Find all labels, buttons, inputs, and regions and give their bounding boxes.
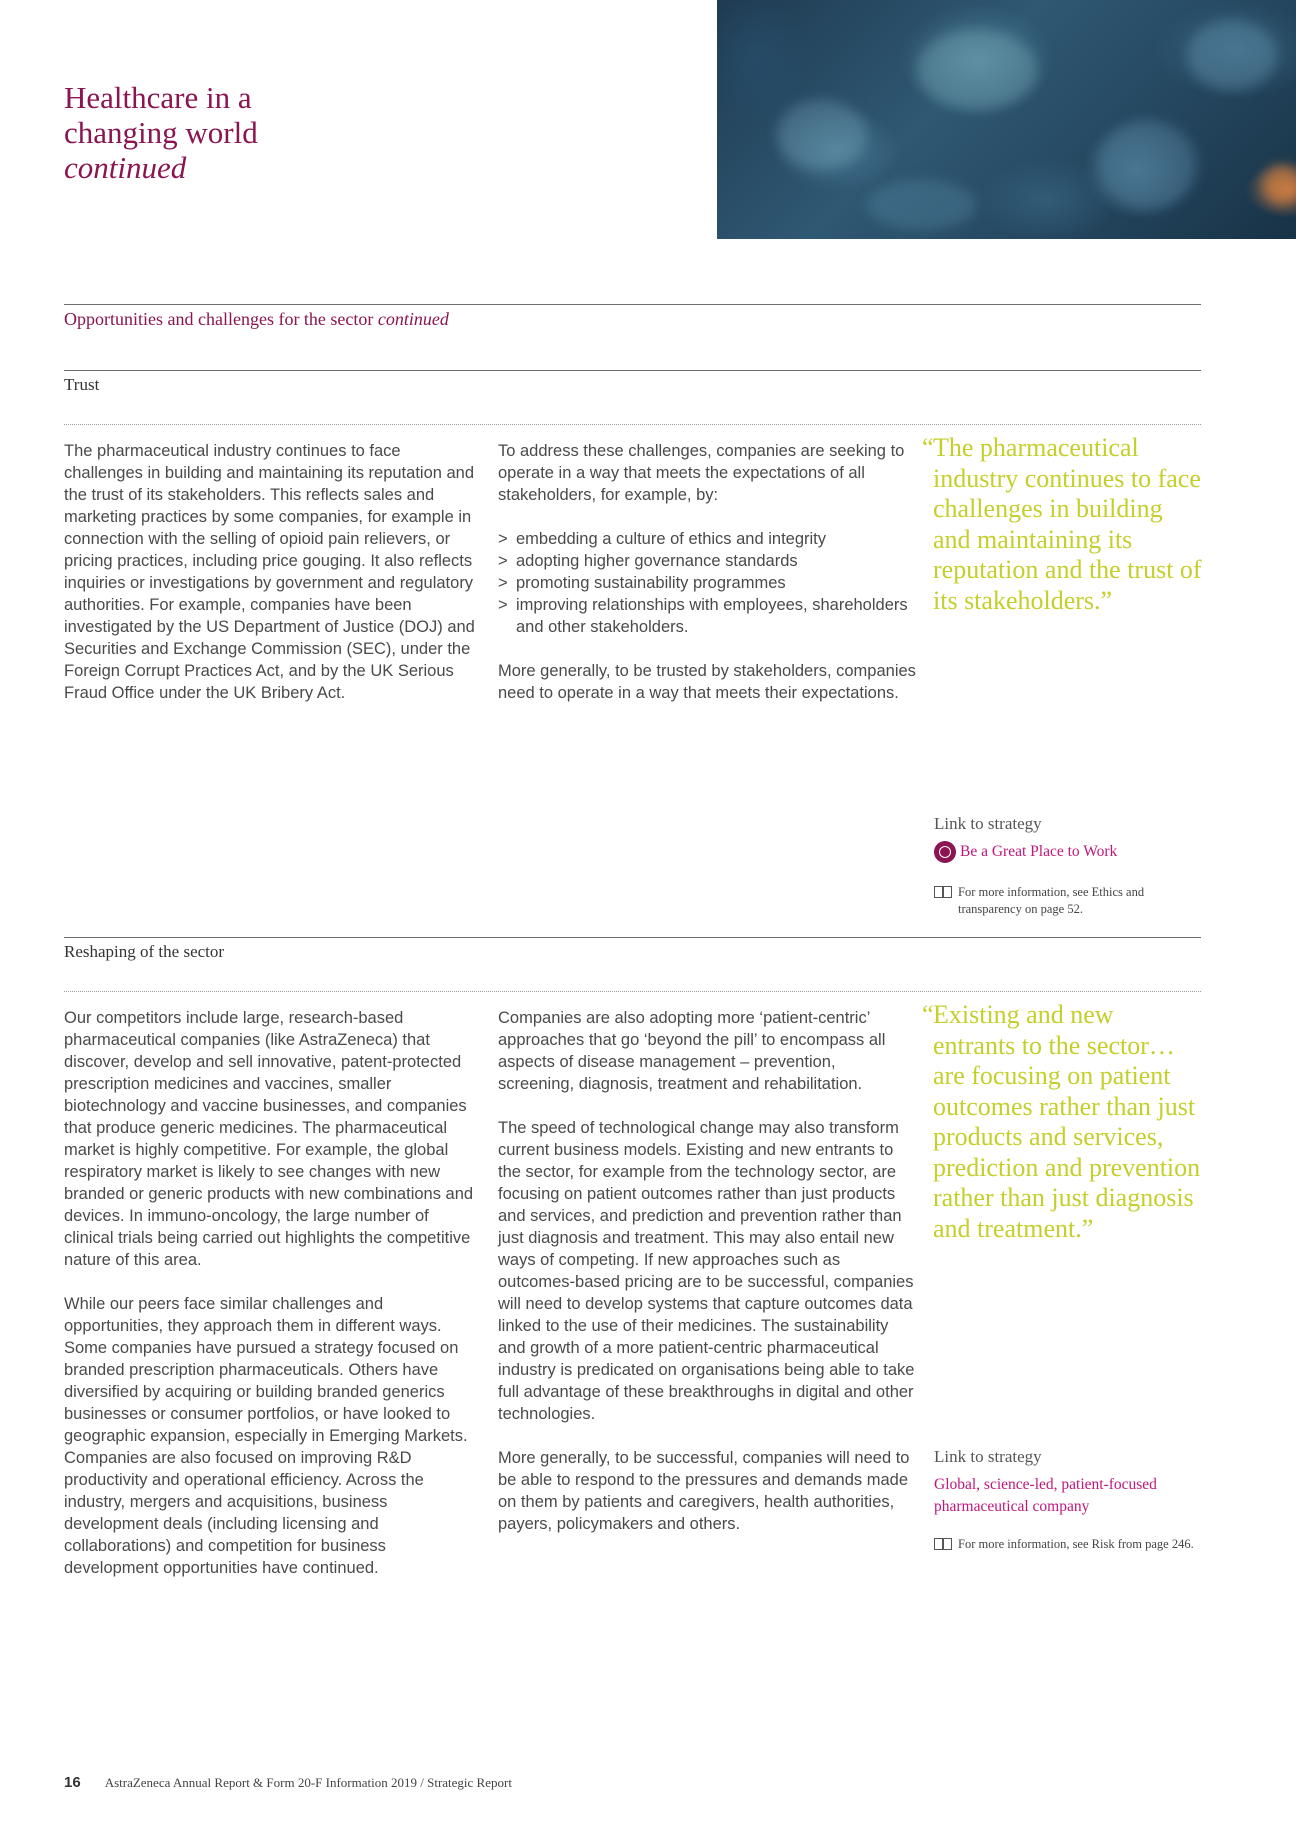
reshaping-strategy-link[interactable]: Global, science-led, patient-focused pharmaceutical company bbox=[934, 1476, 1157, 1515]
page-title-line2: changing world bbox=[64, 115, 258, 150]
bullet-marker: > bbox=[498, 574, 508, 592]
page-number: 16 bbox=[64, 1774, 81, 1791]
page-footer bbox=[64, 1774, 512, 1791]
trust-strategy-link-text: Be a Great Place to Work bbox=[960, 843, 1118, 860]
bullet-marker: > bbox=[498, 552, 508, 570]
trust-intro: To address these challenges, companies are seeking to operate in a way that meets the expectations of all stakeholders, for example, by: bbox=[498, 442, 905, 504]
trust-quote-text: The pharmaceutical industry continues to face challenges in building and maintaining its reputation and the trust of its stakeholders.” bbox=[933, 433, 1202, 615]
trust-dotted-rule bbox=[64, 424, 1201, 425]
reshaping-paragraph-2: While our peers face similar challenges and opportunities, they approach them in different ways. Some companies have pursued a strategy focused on branded prescription pharmaceuticals. Others have diversified by acquiring or building branded generics businesses or consumer portfolios, or have looked to geographic expansion, especially in Emerging Markets. Companies are also focused on improving R&D productivity and operational efficiency. Across the industry, mergers and acquisitions, business development deals (including licensing and collaborations) and competition for business development opportunities have continued. bbox=[64, 1295, 468, 1577]
reshaping-more-info bbox=[934, 1536, 1194, 1553]
trust-column-2 bbox=[498, 440, 916, 704]
section-title bbox=[64, 309, 449, 330]
list-item: > improving relationships with employees, shareholders and other stakeholders. bbox=[498, 596, 908, 636]
list-item: > adopting higher governance standards bbox=[498, 552, 798, 570]
bullet-marker: > bbox=[498, 530, 508, 548]
trust-pull-quote bbox=[922, 433, 1202, 616]
trust-closing-paragraph: More generally, to be trusted by stakeholders, companies need to operate in a way that meets their expectations. bbox=[498, 662, 916, 702]
reshaping-link-label: Link to strategy bbox=[934, 1447, 1042, 1466]
reshaping-dotted-rule bbox=[64, 991, 1201, 992]
quote-open-mark: “ bbox=[922, 433, 934, 462]
trust-column-1 bbox=[64, 440, 482, 704]
reshaping-paragraph-3: Companies are also adopting more ‘patient-centric’ approaches that go ‘beyond the pill’ to encompass all aspects of disease management – prevention, screening, diagnosis, treatment and rehabilitation. bbox=[498, 1009, 886, 1093]
reshaping-heading: Reshaping of the sector bbox=[64, 942, 225, 961]
trust-more-info-text: For more information, see Ethics and transparency on page 52. bbox=[958, 885, 1145, 916]
reshaping-column-2 bbox=[498, 1007, 916, 1535]
trust-rule bbox=[64, 370, 1201, 371]
page-title bbox=[64, 80, 464, 185]
trust-link-label: Link to strategy bbox=[934, 814, 1042, 833]
great-place-to-work-icon bbox=[934, 841, 956, 863]
book-icon bbox=[934, 1538, 952, 1550]
trust-bullet-list bbox=[498, 528, 916, 638]
reshaping-more-info-text: For more information, see Risk from page 246. bbox=[958, 1537, 1194, 1551]
page-title-line1: Healthcare in a bbox=[64, 80, 252, 115]
reshaping-paragraph-4: The speed of technological change may also transform current business models. Existing and new entrants to the sector, for example from the technology sector, are focusing on patient outcomes rather than just products and services, and prediction and prevention rather than just diagnosis and treatment. This may also entail new ways of competing. If new approaches such as outcomes-based pricing are to be successful, companies will need to develop systems that capture outcomes data linked to the use of their medicines. The sustainability and growth of a more patient-centric pharmaceutical industry is predicated on organisations being able to take full advantage of these breakthroughs in digital and other technologies. bbox=[498, 1119, 915, 1423]
trust-heading: Trust bbox=[64, 375, 100, 394]
bullet-marker: > bbox=[498, 596, 508, 614]
reshaping-paragraph-5: More generally, to be successful, companies will need to be able to respond to the pressures and demands made on them by patients and caregivers, health authorities, payers, policymakers and others. bbox=[498, 1449, 910, 1533]
list-item: > embedding a culture of ethics and integrity bbox=[498, 530, 827, 548]
page-title-continued: continued bbox=[64, 150, 187, 185]
reshaping-quote-text: Existing and new entrants to the sector… are focusing on patient outcomes rather than just products and services, prediction and prevention rather than just diagnosis and treatment.” bbox=[933, 1000, 1201, 1243]
section-title-text: Opportunities and challenges for the sector bbox=[64, 309, 374, 329]
reshaping-pull-quote bbox=[922, 1000, 1202, 1244]
reshaping-rule bbox=[64, 937, 1201, 938]
quote-open-mark: “ bbox=[922, 1000, 934, 1029]
hero-image bbox=[717, 0, 1296, 239]
section-rule bbox=[64, 304, 1201, 305]
book-icon bbox=[934, 886, 952, 898]
section-title-continued: continued bbox=[377, 309, 449, 329]
reshaping-column-1 bbox=[64, 1007, 482, 1579]
reshaping-paragraph-1: Our competitors include large, research-based pharmaceutical companies (like AstraZeneca) that discover, develop and sell innovative, patent-protected prescription medicines and vaccines, smaller biotechnology and vaccine businesses, and companies that produce generic medicines. The pharmaceutical market is highly competitive. For example, the global respiratory market is likely to see changes with new branded or generic products with new combinations and devices. In immuno-oncology, the large number of clinical trials being carried out highlights the competitive nature of this area. bbox=[64, 1009, 474, 1269]
footer-text: AstraZeneca Annual Report & Form 20-F Information 2019 / Strategic Report bbox=[104, 1775, 512, 1790]
trust-more-info bbox=[934, 884, 1194, 918]
trust-strategy-link[interactable] bbox=[934, 841, 1204, 863]
list-item: > promoting sustainability programmes bbox=[498, 574, 786, 592]
trust-paragraph: The pharmaceutical industry continues to face challenges in building and maintaining its reputation and the trust of its stakeholders. This reflects sales and marketing practices by some companies, for example in connection with the selling of opioid pain relievers, or pricing practices, including price gouging. It also reflects inquiries or investigations by government and regulatory authorities. For example, companies have been investigated by the US Department of Justice (DOJ) and Securities and Exchange Commission (SEC), under the Foreign Corrupt Practices Act, and by the UK Serious Fraud Office under the UK Bribery Act. bbox=[64, 442, 475, 702]
